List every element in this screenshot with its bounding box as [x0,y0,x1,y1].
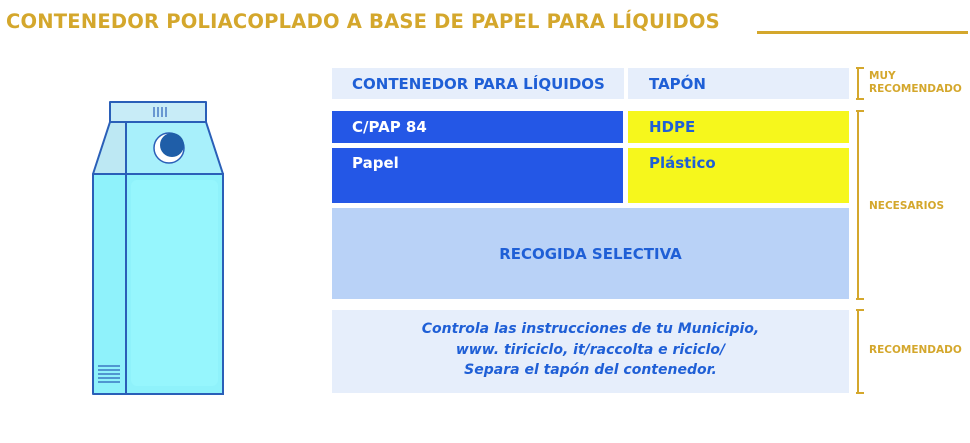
header-container [332,68,624,99]
material-container [332,148,623,203]
material-cap [628,148,849,203]
header-cap-label: TAPÓN [649,74,706,93]
material-cap-label: Plástico [649,154,716,172]
label-recomendado: RECOMENDADO [869,344,962,356]
header-cap [628,68,849,99]
instructions-note [332,310,849,393]
bracket-necesarios [857,111,865,299]
collection-label: RECOGIDA SELECTIVA [499,244,682,263]
note-line: Controla las instrucciones de tu Municipio, [421,321,760,337]
note-line: www. tiriciclo, it/raccolta e riciclo/ [455,341,726,358]
code-cap [628,111,849,143]
title-underline [757,31,968,34]
bracket-muy-recomendado [857,68,865,99]
code-container-label: C/PAP 84 [352,118,427,136]
code-cap-label: HDPE [649,118,696,136]
material-container-label: Papel [352,154,399,172]
collection-banner [332,208,849,299]
bracket-recomendado [857,310,865,393]
note-line: Separa el tapón del contenedor. [464,362,717,378]
page-title: CONTENEDOR POLIACOPLADO A BASE DE PAPEL PARA LÍQUIDOS [6,10,720,33]
milk-carton-icon [90,100,230,400]
label-muy-recomendado: MUY RECOMENDADO [869,70,962,95]
code-container [332,111,623,143]
label-necesarios: NECESARIOS [869,200,945,212]
header-container-label: CONTENEDOR PARA LÍQUIDOS [352,74,605,93]
